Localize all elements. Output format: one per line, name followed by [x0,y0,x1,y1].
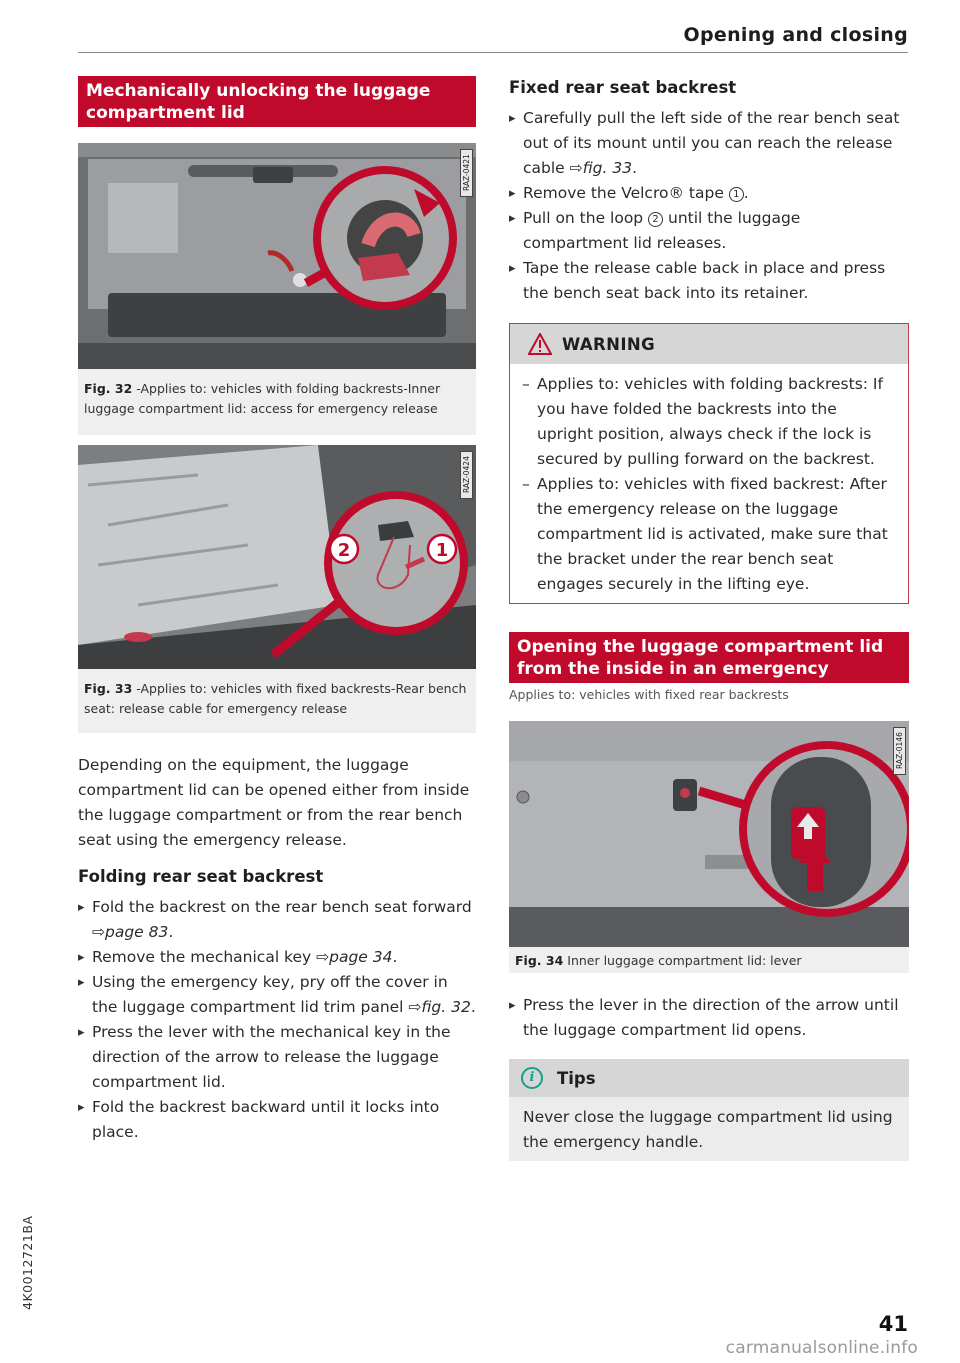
figure-33-image [78,445,476,669]
page-83-link[interactable]: ⇨page 83 [92,923,169,941]
section-title-mechanical-unlock: Mechanically unlocking the luggage compartment lid [78,76,476,127]
folding-step-2: ▸ Remove the mechanical key ⇨page 34. [78,945,476,970]
folding-step-5: ▸ Fold the backrest backward until it locks into place. [78,1095,476,1145]
figure-34-label: Fig. 34 [515,953,564,968]
fixed-step-1: ▸ Carefully pull the left side of the rear bench seat out of its mount until you can reach the release cable ⇨fig. 33. [509,106,909,181]
folding-step-4: ▸ Press the lever with the mechanical key in the direction of the arrow to release the luggage compartment lid. [78,1020,476,1095]
figure-32-code: RAZ-0421 [460,149,473,197]
heading-folding-rear-seat-backrest: Folding rear seat backrest [78,867,324,886]
fig-32-link[interactable]: ⇨fig. 32 [408,998,471,1016]
document-code: 4K0012721BA [20,1215,35,1310]
warning-triangle-icon [528,333,552,355]
emergency-step-1: ▸ Press the lever in the direction of the arrow until the luggage compartment lid opens. [509,993,909,1043]
fixed-step-3: ▸ Pull on the loop 2 until the luggage compartment lid releases. [509,206,909,256]
figure-33-marker-2: 2 [337,540,351,561]
figure-33-caption-text: -Applies to: vehicles with fixed backrests-Rear bench seat: release cable for emergency release [84,681,467,716]
heading-fixed-rear-seat-backrest: Fixed rear seat backrest [509,78,737,97]
folding-step-1: ▸ Fold the backrest on the rear bench seat forward ⇨page 83. [78,895,476,945]
tips-body: Never close the luggage compartment lid using the emergency handle. [523,1108,893,1151]
warning-header [510,324,908,364]
warning-list [522,372,896,597]
figure-33-marker-1: 1 [435,540,449,561]
applies-note: Applies to: vehicles with fixed rear backrests [509,687,789,702]
warning-box [509,323,909,604]
right-column [509,76,909,1161]
figure-33-caption [78,669,476,733]
folding-step-3: ▸ Using the emergency key, pry off the cover in the luggage compartment lid trim panel ⇨fig. 32. [78,970,476,1020]
left-column [78,76,476,1145]
figure-33-code: RAZ-0424 [460,451,473,499]
warning-title: WARNING [562,334,656,354]
fixed-step-2: ▸ Remove the Velcro® tape 1 . [509,181,909,206]
fixed-steps-list [509,106,909,306]
page-34-link[interactable]: ⇨page 34 [316,948,393,966]
info-icon: i [521,1067,543,1089]
figure-34-caption [509,947,909,973]
tips-header [509,1059,909,1097]
callout-2: 2 [648,212,663,227]
watermark: carmanualsonline.info [725,1338,918,1358]
figure-34-code: RAZ-0146 [893,727,906,775]
figure-34-image [509,721,909,947]
warning-body [510,364,908,603]
tips-box [509,1059,909,1161]
intro-paragraph: Depending on the equipment, the luggage compartment lid can be opened either from inside the luggage compartment or from the rear bench seat using the emergency release. [78,756,470,849]
figure-32 [78,143,476,435]
figure-32-caption-text: -Applies to: vehicles with folding backrests-Inner luggage compartment lid: access for emergency release [84,381,441,416]
page-header-title: Opening and closing [683,24,908,46]
figure-32-label: Fig. 32 [84,381,133,396]
section-title-emergency-opening: Opening the luggage compartment lid from the inside in an emergency [509,632,909,683]
warning-item-1: – Applies to: vehicles with folding backrests: If you have folded the backrests into the upright position, always check if the lock is secured by pulling forward on the backrest. [522,372,896,472]
figure-34 [509,721,909,973]
folding-steps-list [78,895,476,1145]
header-rule [78,52,908,53]
figure-32-caption [78,369,476,435]
figure-34-caption-text: Inner luggage compartment lid: lever [563,953,802,968]
figure-33-label: Fig. 33 [84,681,133,696]
fig-33-link[interactable]: ⇨fig. 33 [569,159,633,177]
callout-1: 1 [729,187,744,202]
figure-32-image [78,143,476,369]
emergency-steps-list [509,993,909,1043]
warning-item-2: – Applies to: vehicles with fixed backrest: After the emergency release on the luggage compartment lid is activated, make sure that the bracket under the rear bench seat engages securely in the lifting eye. [522,472,896,597]
fixed-step-4: ▸ Tape the release cable back in place and press the bench seat back into its retainer. [509,256,909,306]
figure-33 [78,445,476,733]
page-number: 41 [878,1312,908,1336]
tips-title: Tips [557,1068,596,1088]
